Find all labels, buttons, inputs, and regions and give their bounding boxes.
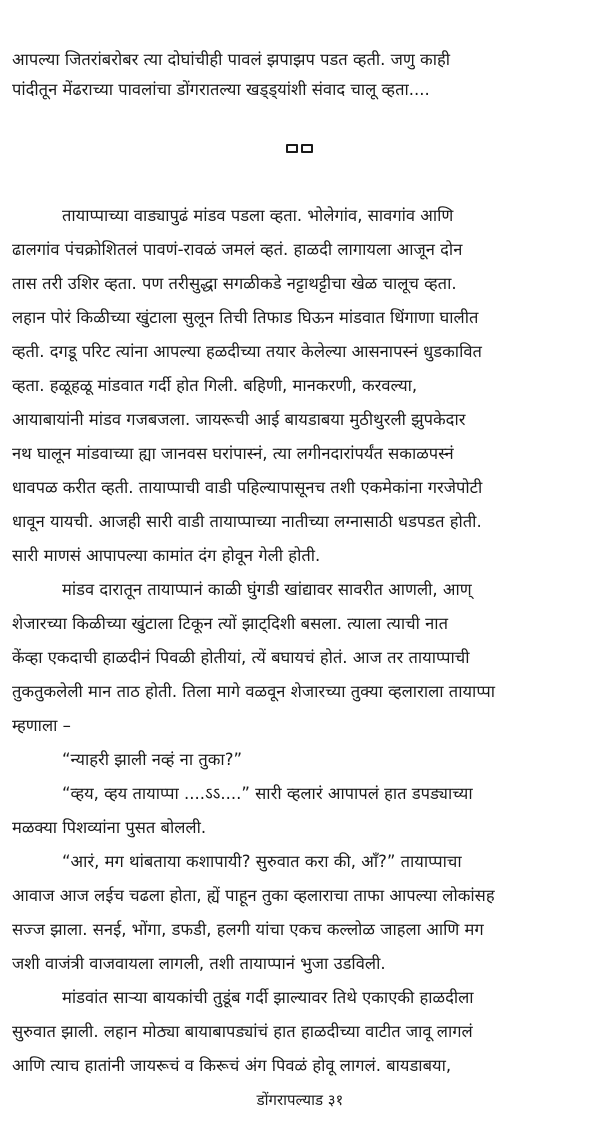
text-line: “व्हय, व्हय तायाप्पा ....ऽऽ....” सारी व्हलारं आपापलं हात डपड्याच्या bbox=[62, 784, 473, 803]
text-line: धावपळ करीत व्हती. तायाप्पाची वाडी पहिल्यापासूनच तशी एकमेकांना गरजेपोटी bbox=[12, 478, 483, 497]
text-line: केंव्हा एकदाची हाळदीनं पिवळी होतीयां, त्यें बघायचं होतं. आज तर तायाप्पाची bbox=[12, 648, 470, 667]
text-line: म्हणाला – bbox=[12, 716, 71, 735]
text-line: सज्ज झाला. सनई, भोंगा, डफडी, हलगी यांचा एकच कल्लोळ जाहला आणि मग bbox=[12, 920, 484, 939]
text-line: “आरं, मग थांबताया कशापायी? सुरुवात करा की, आँ?” तायाप्पाचा bbox=[62, 852, 462, 871]
text-line: सारी माणसं आपापल्या कामांत दंग होवून गेली होती. bbox=[12, 546, 321, 565]
text-line: तुकतुकलेली मान ताठ होती. तिला मागे वळवून शेजारच्या तुक्या व्हलाराला तायाप्पा bbox=[12, 682, 496, 701]
text-line: मांडव दारातून तायाप्पानं काळी घुंगडी खांद्यावर सावरीत आणली, आण् bbox=[62, 580, 472, 599]
text-line: धावून यायची. आजही सारी वाडी तायाप्पाच्या नातीच्या लग्नासाठी धडपडत होती. bbox=[12, 512, 482, 531]
text-line: लहान पोरं किळीच्या खुंटाला सुलून तिची तिफाड घिऊन मांडवात धिंगाणा घालीत bbox=[12, 308, 479, 327]
page-footer: डोंगरापल्याड ३१ bbox=[256, 1091, 344, 1109]
text-line: ढालगांव पंचक्रोशितलं पावणं-रावळं जमलं व्हतं. हाळदी लागायला आजून दोन bbox=[12, 240, 463, 259]
text-line: आवाज आज लईच चढला होता, ह्यें पाहून तुका व्हलाराचा ताफा आपल्या लोकांसह bbox=[12, 886, 495, 905]
text-line: व्हती. दगडू परिट त्यांना आपल्या हळदीच्या तयार केलेल्या आसनापस्नं धुडकावित bbox=[12, 342, 482, 361]
text-line: “न्याहरी झाली नव्हं ना तुका?” bbox=[62, 750, 243, 769]
section-separator bbox=[286, 144, 313, 153]
text-line: व्हता. हळूहळू मांडवात गर्दी होत गिली. बहिणी, मानकरणी, करवल्या, bbox=[12, 376, 418, 395]
text-line: तास तरी उशिर व्हता. पण तरीसुद्धा सगळीकडे नट्टाथट्टीचा खेळ चालूच व्हता. bbox=[12, 274, 457, 293]
text-line: पांदीतून मेंढराच्या पावलांचा डोंगरातल्या खड्ड्यांशी संवाद चालू व्हता.... bbox=[12, 80, 430, 99]
text-line: मळक्या पिशव्यांना पुसत बोलली. bbox=[12, 818, 207, 837]
separator-box bbox=[286, 144, 298, 153]
text-line: आपल्या जितरांबरोबर त्या दोघांचीही पावलं झपाझप पडत व्हती. जणु काही bbox=[12, 50, 451, 69]
separator-box bbox=[301, 144, 313, 153]
text-line: जशी वाजंत्री वाजवायला लागली, तशी तायाप्पानं भुजा उडविली. bbox=[12, 954, 386, 973]
text-line: सुरुवात झाली. लहान मोठ्या बायाबापड्यांचं हात हाळदीच्या वाटीत जावू लागलं bbox=[12, 1022, 473, 1041]
text-line: आणि त्याच हातांनी जायरूचं व किरूचं अंग पिवळं होवू लागलं. बायडाबया, bbox=[12, 1056, 452, 1075]
text-line: तायाप्पाच्या वाड्यापुढं मांडव पडला व्हता. भोलेगांव, सावगांव आणि bbox=[62, 206, 454, 225]
text-line: शेजारच्या किळीच्या खुंटाला टिकून त्यों झाट्दिशी बसला. त्याला त्याची नात bbox=[12, 614, 448, 633]
text-line: नथ घालून मांडवाच्या ह्या जानवस घरांपास्नं, त्या लगीनदारांपर्यंत सकाळपस्नं bbox=[12, 444, 454, 463]
text-line: आयाबायांनी मांडव गजबजला. जायरूची आई बायडाबया मुठीथुरली झुपकेदार bbox=[12, 410, 466, 429]
text-line: मांडवांत साऱ्या बायकांची तुडूंब गर्दी झाल्यावर तिथे एकाएकी हाळदीला bbox=[62, 988, 474, 1007]
